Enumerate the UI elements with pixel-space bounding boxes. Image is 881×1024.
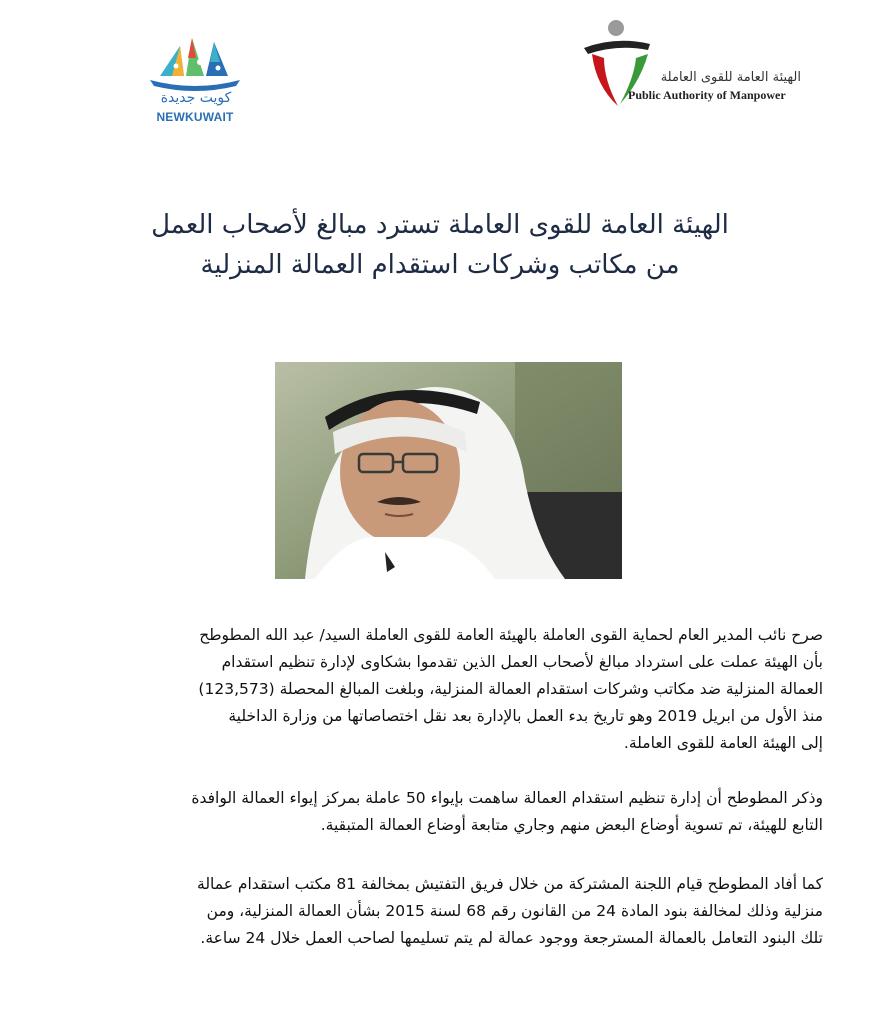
public-authority-of-manpower-logo [578,18,818,110]
new-kuwait-sail-icon [140,32,250,92]
manpower-english-name: Public Authority of Manpower [628,88,786,102]
new-kuwait-logo [140,32,250,127]
portrait-photo [275,362,622,579]
paragraph-1-line-1: صرح نائب المدير العام لحماية القوى العاملة بالهيئة العامة للقوى العاملة السيد/ عبد الله المطوطح [199,626,823,644]
paragraph-2-line-1: وذكر المطوطح أن إدارة تنظيم استقدام العمالة ساهمت بإيواء 50 عاملة بمركز إيواء العمالة الوافدة [191,789,823,807]
new-kuwait-latin-text: NEWKUWAIT [156,110,234,124]
paragraph-3-line-3: تلك البنود التعامل بالعمالة المسترجعة ووجود عمالة لم يتم تسليمها لصاحب العمل خلال 24 ساعة. [200,929,823,947]
headline-line-1: الهيئة العامة للقوى العاملة تسترد مبالغ لأصحاب العمل [151,210,729,240]
manpower-arabic-name: الهيئة العامة للقوى العاملة [660,70,801,85]
paragraph-1 [78,622,823,757]
portrait-illustration [275,362,622,579]
paragraph-3-line-1: كما أفاد المطوطح قيام اللجنة المشتركة من خلال فريق التفتيش بمخالفة 81 مكتب استقدام عمالة [197,875,823,893]
new-kuwait-arabic-text: كويت جديدة [160,90,232,106]
page-headline [100,205,780,285]
paragraph-3-line-2: منزلية وذلك لمخالفة بنود المادة 24 من القانون رقم 68 لسنة 2015 بشأن العمالة المنزلية، ومن [206,902,823,920]
paragraph-2 [78,785,823,839]
paragraph-1-line-5: إلى الهيئة العامة للقوى العاملة. [623,734,823,752]
paragraph-3 [78,871,823,952]
paragraph-1-line-3: العمالة المنزلية ضد مكاتب وشركات استقدام العمالة المنزلية، وبلغت المبالغ المحصلة (123,573) [198,680,823,698]
headline-line-2: من مكاتب وشركات استقدام العمالة المنزلية [200,250,680,280]
paragraph-2-line-2: التابع للهيئة، تم تسوية أوضاع البعض منهم وجاري متابعة أوضاع العمالة المتبقية. [320,816,823,834]
paragraph-1-line-2: بأن الهيئة عملت على استرداد مبالغ لأصحاب العمل الذين تقدموا بشكاوى لإدارة تنظيم استقدام [221,653,823,671]
paragraph-1-line-4: منذ الأول من ابريل 2019 وهو تاريخ بدء العمل بالإدارة بعد نقل اختصاصاتها من وزارة الداخلية [228,707,823,725]
